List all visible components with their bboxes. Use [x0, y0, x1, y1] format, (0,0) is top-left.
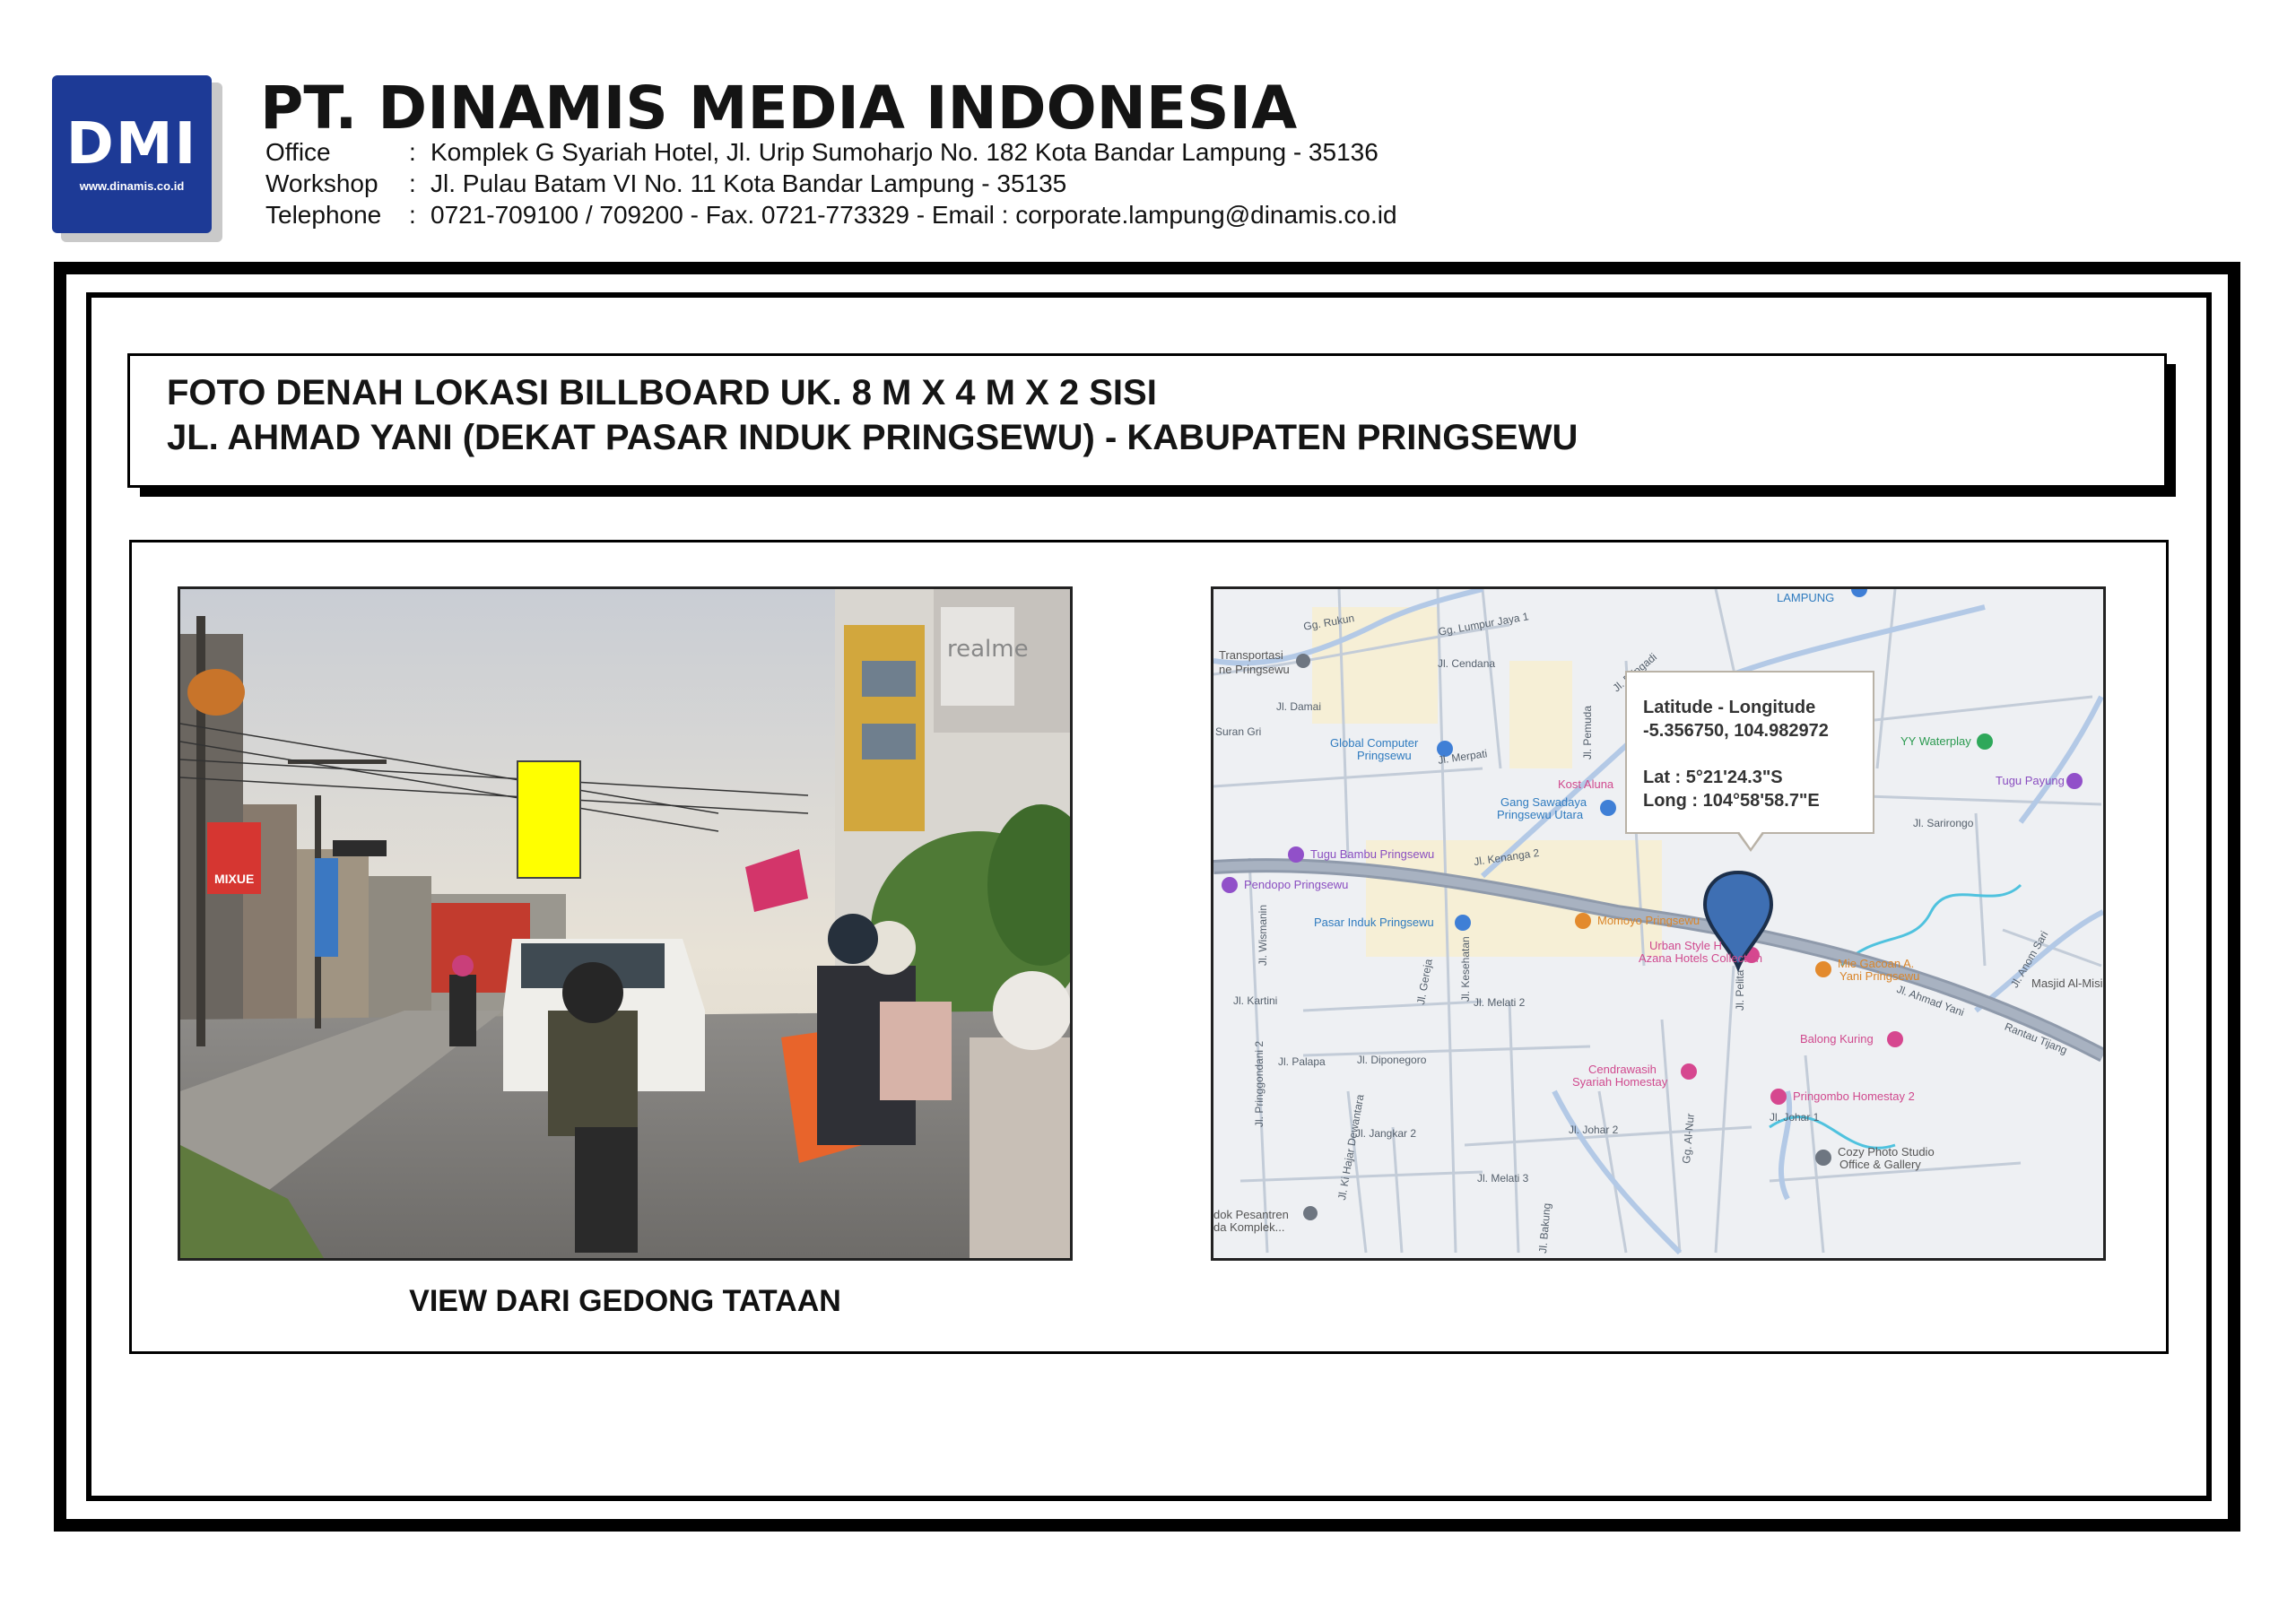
company-name: PT. DINAMIS MEDIA INDONESIA: [260, 74, 1298, 143]
logo-abbr: DMI: [65, 111, 198, 178]
map-label-lampung: LAMPUNG: [1777, 591, 1835, 604]
map-label-azana: Azana Hotels Collection: [1639, 951, 1763, 965]
street-hajar: Jl. Ki Hajar Dewantara: [1335, 1093, 1367, 1202]
telephone-sep: :: [409, 201, 416, 229]
callout-decimal: -5.356750, 104.982972: [1643, 721, 1829, 741]
title-line-1: FOTO DENAH LOKASI BILLBOARD UK. 8 M X 4 M X 2 SISI: [167, 373, 1157, 412]
map-label-cendrawasih1: Cendrawasih: [1588, 1063, 1657, 1076]
street-pringadi: Jl. Pringadi: [1610, 650, 1659, 695]
callout-tail-inner: [1738, 830, 1763, 848]
street-alnur: Gg. Al-Nur: [1680, 1113, 1697, 1165]
title-line-2: JL. AHMAD YANI (DEKAT PASAR INDUK PRINGSEWU) - KABUPATEN PRINGSEWU: [167, 418, 1578, 457]
map-label-gang1: Gang Sawadaya: [1500, 795, 1587, 809]
street-johar1: Jl. Johar 1: [1770, 1111, 1820, 1124]
street-pringgondani: Jl. Pringgondani 2: [1253, 1040, 1265, 1127]
street-rukun: Gg. Rukun: [1302, 612, 1356, 633]
map-label-cozy2: Office & Gallery: [1839, 1158, 1921, 1171]
street-cendana: Jl. Cendana: [1438, 657, 1496, 670]
map-label-global1: Global Computer: [1330, 736, 1419, 750]
street-kenanga: Jl. Kenanga 2: [1473, 846, 1541, 869]
street-merpati: Jl. Merpati: [1437, 747, 1489, 767]
telephone-value: 0721-709100 / 709200 - Fax. 0721-773329 - Email : corporate.lampung@dinamis.co.id: [430, 201, 1397, 229]
map-label-gacoan1: Mie Gacoan A.: [1838, 957, 1915, 970]
street-gereja: Jl. Gereja: [1414, 958, 1435, 1006]
workshop-row: [265, 169, 1066, 198]
map-label-gacoan2: Yani Pringsewu: [1839, 969, 1920, 983]
photo-caption: VIEW DARI GEDONG TATAAN: [409, 1284, 841, 1318]
office-label: Office: [265, 138, 331, 166]
map-label-pendopo: Pendopo Pringsewu: [1244, 878, 1349, 891]
map-label-tugupayung: Tugu Payung: [1996, 774, 2065, 787]
telephone-row: [265, 201, 1397, 230]
callout-heading: Latitude - Longitude: [1643, 698, 1816, 717]
workshop-value: Jl. Pulau Batam VI No. 11 Kota Bandar Lampung - 35135: [430, 169, 1067, 197]
map-label-transportasi2: ne Pringsewu: [1219, 663, 1290, 676]
street-suran: Suran Gri: [1215, 725, 1262, 738]
logo-website: www.dinamis.co.id: [79, 179, 185, 193]
map-label-masjid: Masjid Al-Misi: [2031, 976, 2103, 990]
map-label-pondok1: dok Pesantren: [1213, 1208, 1289, 1221]
street-melati3: Jl. Melati 3: [1477, 1172, 1529, 1185]
callout-lat: Lat : 5°21'24.3"S: [1643, 768, 1783, 787]
street-diponegoro: Jl. Diponegoro: [1357, 1054, 1427, 1066]
map-label-cendrawasih2: Syariah Homestay: [1572, 1075, 1668, 1089]
street-damai: Jl. Damai: [1276, 700, 1322, 713]
mixue-sign: MIXUE: [214, 872, 255, 886]
street-rantau: Rantau Tijang: [2003, 1020, 2069, 1057]
callout-long: Long : 104°58'58.7"E: [1643, 791, 1820, 811]
map-label-transportasi: Transportasi: [1219, 648, 1283, 662]
street-lumpur: Gg. Lumpur Jaya 1: [1437, 610, 1530, 638]
map-label-momoyo: Momoyo Pringsewu: [1597, 914, 1700, 927]
workshop-sep: :: [409, 169, 416, 197]
street-palapa: Jl. Palapa: [1278, 1055, 1326, 1068]
street-anomsari: Jl. Anom Sari: [2008, 928, 2051, 990]
street-melati2: Jl. Melati 2: [1474, 996, 1526, 1009]
map-label-urban: Urban Style H: [1649, 939, 1722, 952]
office-value: Komplek G Syariah Hotel, Jl. Urip Sumoharjo No. 182 Kota Bandar Lampung - 35136: [430, 138, 1378, 166]
map-label-pringombo: Pringombo Homestay 2: [1793, 1089, 1915, 1103]
street-pemuda: Jl. Pemuda: [1581, 705, 1594, 759]
map-label-yy: YY Waterplay: [1900, 734, 1971, 748]
map-label-kost: Kost Aluna: [1558, 777, 1614, 791]
street-photo: [178, 586, 1073, 1261]
street-kartini: Jl. Kartini: [1233, 994, 1278, 1007]
map-label-pondok2: da Komplek...: [1213, 1220, 1285, 1234]
realme-sign: realme: [947, 636, 1029, 663]
company-logo: [52, 75, 212, 233]
office-sep: :: [409, 138, 416, 166]
street-kesehatan: Jl. Kesehatan: [1459, 936, 1472, 1002]
map-label-balong: Balong Kuring: [1800, 1032, 1874, 1046]
map-label-tugubambu: Tugu Bambu Pringsewu: [1310, 847, 1435, 861]
billboard-marker: [517, 761, 580, 878]
office-row: [265, 138, 1378, 167]
street-ahmadyani: Jl. Ahmad Yani: [1894, 982, 1966, 1020]
workshop-label: Workshop: [265, 169, 378, 197]
coordinates-callout: [1625, 671, 1874, 834]
street-johar: Jl. Johar 2: [1569, 1124, 1619, 1136]
street-wismanin: Jl. Wismanin: [1257, 904, 1269, 966]
street-jangkar: Jl. Jangkar 2: [1355, 1127, 1417, 1140]
street-sariongo: Jl. Sarirongo: [1913, 817, 1974, 829]
map-label-cozy1: Cozy Photo Studio: [1838, 1145, 1935, 1159]
street-pelita: Jl. Pelita: [1734, 969, 1746, 1011]
street-bakung: Jl. Bakung: [1536, 1202, 1553, 1254]
map-label-pasarinduk: Pasar Induk Pringsewu: [1314, 916, 1434, 929]
map-label-global2: Pringsewu: [1357, 749, 1412, 762]
telephone-label: Telephone: [265, 201, 382, 229]
map-label-gang2: Pringsewu Utara: [1497, 808, 1584, 821]
